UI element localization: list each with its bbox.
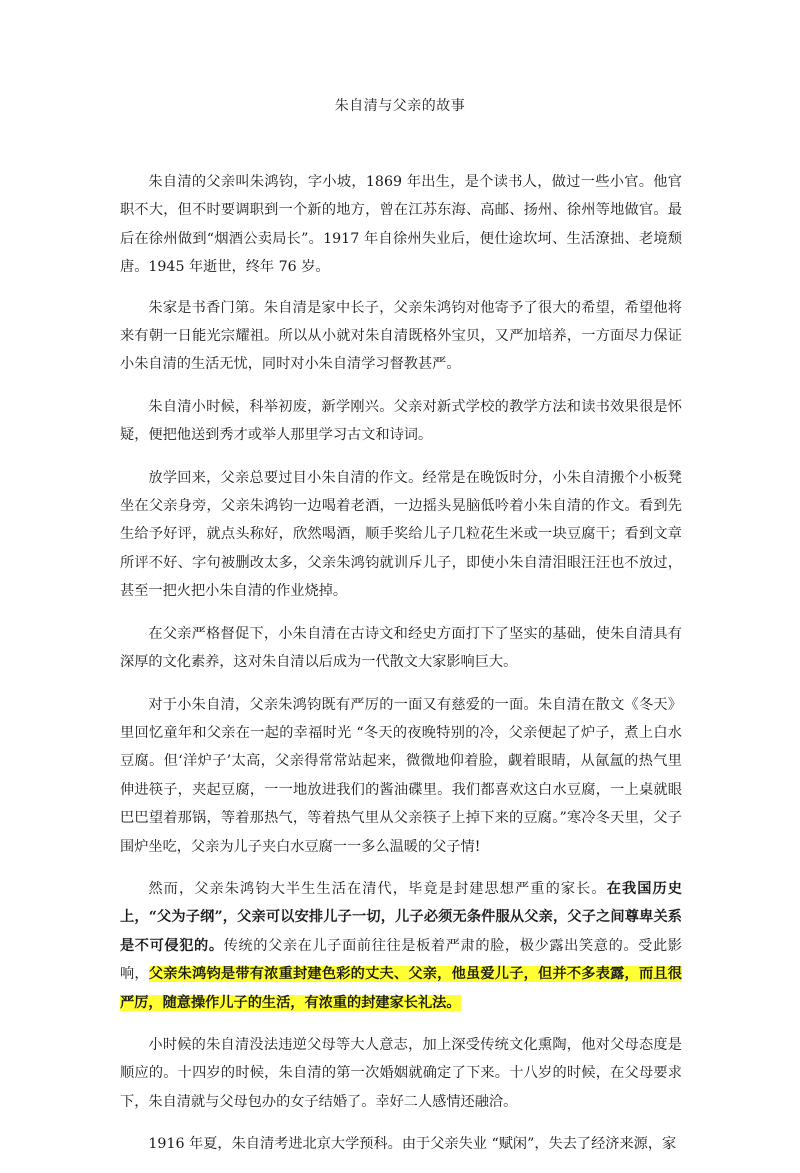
paragraph-9: 1916 年夏，朱自清考进北京大学预科。由于父亲失业 “赋闲”，失去了经济来源，家 — [148, 1136, 677, 1153]
paragraph-7 — [120, 875, 682, 1017]
paragraph-8: 小时候的朱自清没法违逆父母等大人意志，加上深受传统文化熏陶，他对父母态度是顺应的。十四岁的时候，朱自清的第一次婚姻就确定了下来。十八岁的时候，在父母要求下，朱自清就与父母包办的女子结婚了。幸好二人感情还融洽。 — [120, 1036, 682, 1110]
highlighted-text: 父亲朱鸿钧是带有浓重封建色彩的丈夫、父亲，他虽爱儿子，但并不多表露，而且很严厉，随意操作儿子的生活，有浓重的封建家长礼法。 — [120, 966, 682, 1011]
paragraph-1: 朱自清的父亲叫朱鸿钧，字小坡，1869 年出生，是个读书人，做过一些小官。他官职不大，但不时要调职到一个新的地方，曾在江苏东海、高邮、扬州、徐州等地做官。最后在徐州做到“烟酒公卖局长”。1917 年自徐州失业后，便仕途坎坷、生活潦拙、老境颓唐。1945 年逝世，终年 76 岁。 — [120, 174, 682, 276]
paragraph-6: 对于小朱自清，父亲朱鸿钧既有严厉的一面又有慈爱的一面。朱自清在散文《冬天》里回忆童年和父亲在一起的幸福时光 “冬天的夜晚特别的冷，父亲便起了炉子，煮上白水豆腐。但‘洋炉子’太高，父亲得常常站起来，微微地仰着脸，觑着眼睛，从氤氲的热气里伸进筷子，夹起豆腐，一一地放进我们的酱油碟里。我们都喜欢这白水豆腐，一上桌就眼巴巴望着那锅，等着那热气，等着热气里从父亲筷子上掉下来的豆腐。”寒冷冬天里，父子围炉坐吃，父亲为儿子夹白水豆腐一一多么温暖的父子情! — [120, 696, 682, 855]
bold-emphasis: 在我国历史上，“父为子纲”，父亲可以安排儿子一切，儿子必须无条件服从父亲，父子之间尊卑关系是不可侵犯的。 — [120, 880, 682, 954]
paragraph-7-text-b: 传统的父亲在儿子面前往往是板着严肃的脸，极少露出笑意的。受此影响， — [120, 937, 682, 983]
paragraph-7-text-a: 然而，父亲朱鸿钧大半生生活在清代，毕竟是封建思想严重的家长。 — [148, 880, 607, 897]
paragraph-3: 朱自清小时候，科举初废，新学刚兴。父亲对新式学校的教学方法和读书效果很是怀疑，便把他送到秀才或举人那里学习古文和诗词。 — [120, 398, 682, 444]
document-body — [120, 168, 682, 1173]
document-title: 朱自清与父亲的故事 — [334, 98, 466, 114]
paragraph-2: 朱家是书香门第。朱自清是家中长子，父亲朱鸿钧对他寄予了很大的希望，希望他将来有朝一日能光宗耀祖。所以从小就对朱自清既格外宝贝，又严加培养，一方面尽力保证小朱自清的生活无忧，同时对小朱自清学习督教甚严。 — [120, 299, 682, 373]
paragraph-4: 放学回来，父亲总要过目小朱自清的作文。经常是在晚饭时分，小朱自清搬个小板凳坐在父亲身旁，父亲朱鸿钧一边喝着老酒，一边摇头晃脑低吟着小朱自清的作文。看到先生给予好评，就点头称好，欣然喝酒，顺手奖给儿子几粒花生米或一块豆腐干；看到文章所评不好、字句被删改太多，父亲朱鸿钧就训斥儿子，即使小朱自清泪眼汪汪也不放过，甚至一把火把小朱自清的作业烧掉。 — [120, 469, 682, 600]
paragraph-5: 在父亲严格督促下，小朱自清在古诗文和经史方面打下了坚实的基础，使朱自清具有深厚的文化素养，这对朱自清以后成为一代散文大家影响巨大。 — [120, 625, 682, 671]
